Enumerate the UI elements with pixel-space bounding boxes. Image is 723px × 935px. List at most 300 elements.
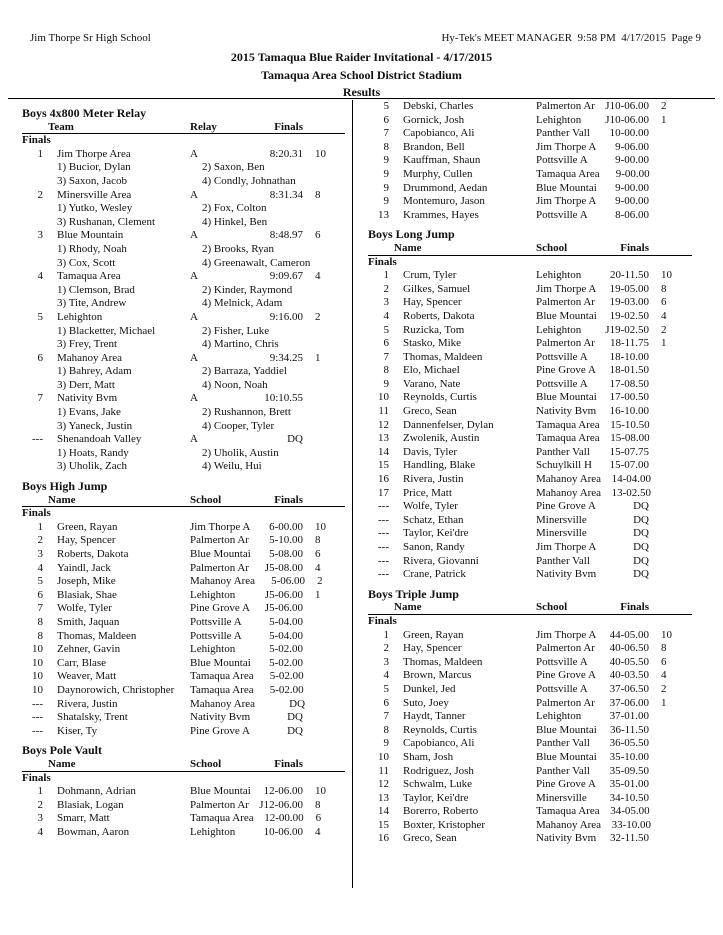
result-school: Mahanoy Area [536, 486, 602, 499]
result-finals: 9:34.25 [269, 351, 303, 364]
result-school: Pine Grove A [190, 602, 250, 615]
result-place: --- [378, 500, 389, 513]
result-row [22, 630, 345, 644]
result-row [22, 826, 345, 840]
result-finals: 9-06.00 [615, 140, 649, 153]
result-name: Minersville Area [57, 188, 132, 201]
result-finals: 8:20.31 [269, 147, 303, 160]
result-school: Blue Mountai [536, 723, 597, 736]
result-name: Joseph, Mike [57, 575, 116, 588]
result-points [651, 473, 696, 487]
result-name: Thomas, Maldeen [403, 350, 483, 363]
result-school: Tamaqua Area [536, 167, 600, 180]
result-finals: 5-04.00 [269, 615, 303, 628]
result-place: 2 [37, 798, 43, 811]
result-row [368, 283, 692, 297]
result-place: 4 [37, 270, 43, 283]
result-name: Zehner, Gavin [57, 643, 121, 656]
result-name: Price, Matt [403, 486, 452, 499]
result-name: Capobianco, Ali [403, 127, 475, 140]
result-row [368, 391, 692, 405]
result-row [368, 114, 692, 128]
result-name: Kauffman, Shaun [403, 154, 481, 167]
result-school: Mahanoy Area [190, 697, 256, 710]
result-place: 14 [378, 445, 389, 458]
result-name: Blue Mountain [57, 229, 124, 242]
result-school: Nativity Bvm [536, 568, 597, 581]
result-points: 1 [315, 351, 321, 364]
result-row [22, 575, 345, 589]
result-finals: 40-06.50 [609, 642, 649, 655]
result-row [368, 195, 692, 209]
result-place: 7 [37, 392, 43, 405]
result-school: Palmerton Ar [536, 337, 595, 350]
relay-leg: 1) Blacketter, Michael [57, 324, 156, 337]
finals-round-label: Finals [22, 771, 51, 784]
result-name: Stasko, Mike [403, 337, 462, 350]
result-school: Panther Vall [536, 445, 590, 458]
result-row [368, 378, 692, 392]
result-school: Lehighton [190, 643, 236, 656]
result-place: 13 [378, 432, 389, 445]
result-row [22, 311, 345, 325]
result-row [368, 419, 692, 433]
result-finals: 9-00.00 [615, 181, 649, 194]
result-place: 3 [37, 548, 43, 560]
relay-leg: 3) Tite, Andrew [57, 297, 127, 310]
result-finals: DQ [633, 541, 649, 553]
result-finals: 5-10.00 [269, 534, 303, 547]
result-finals: 16-10.00 [609, 405, 649, 418]
result-row [22, 562, 345, 576]
result-row [368, 555, 692, 569]
result-points [649, 832, 694, 846]
result-points: 4 [315, 825, 321, 838]
result-place: 5 [383, 100, 389, 112]
header-name: Name [394, 241, 422, 254]
result-finals: DQ [289, 697, 306, 710]
result-points [303, 657, 348, 671]
column-headers [22, 121, 345, 135]
relay-leg: 4) Greenawalt, Cameron [202, 256, 311, 269]
result-points [649, 378, 694, 392]
event-section [22, 480, 345, 738]
result-row [22, 352, 345, 366]
result-finals: 37-06.50 [609, 682, 649, 695]
result-row [22, 602, 345, 616]
result-points: 6 [315, 812, 322, 825]
result-school: Tamaqua Area [536, 432, 600, 445]
relay-leg: 2) Fisher, Luke [202, 324, 270, 337]
result-points [304, 684, 349, 698]
relay-legs-row [22, 284, 345, 298]
result-name: Greco, Sean [403, 832, 457, 845]
result-row [22, 812, 345, 826]
finals-round-label: Finals [22, 134, 51, 147]
result-school: Palmerton Ar [190, 798, 249, 811]
result-row [22, 189, 345, 203]
result-finals: 35-10.00 [609, 750, 649, 763]
result-place: 5 [383, 323, 389, 336]
result-school: Lehighton [536, 323, 582, 336]
result-name: Daynorowich, Christopher [57, 683, 175, 696]
result-finals: 8:31.34 [269, 188, 303, 201]
results-heading: Results [342, 85, 381, 99]
relay-leg: 4) Melnick, Adam [202, 297, 283, 310]
result-name: Kiser, Ty [57, 724, 98, 737]
header-school: Relay [190, 120, 217, 133]
result-finals: DQ [633, 568, 649, 581]
result-place: 8 [383, 723, 389, 736]
result-school: A [190, 351, 198, 364]
result-points [303, 616, 348, 630]
result-points [303, 630, 348, 644]
result-row [368, 737, 692, 751]
result-points [649, 127, 694, 141]
result-row [368, 154, 692, 168]
result-school: Lehighton [190, 588, 236, 601]
result-place: --- [32, 724, 43, 737]
result-row [368, 765, 692, 779]
result-name: Gilkes, Samuel [403, 282, 471, 295]
result-row [368, 141, 692, 155]
result-name: Elo, Michael [403, 364, 460, 377]
relay-leg: 3) Saxon, Jacob [57, 174, 127, 187]
result-finals: DQ [633, 527, 649, 540]
result-row [22, 392, 345, 406]
result-name: Mahanoy Area [57, 351, 123, 364]
result-school: Pottsville A [190, 615, 242, 628]
result-school: Palmerton Ar [536, 642, 595, 655]
result-points: 4 [315, 270, 321, 283]
result-name: Bowman, Aaron [57, 825, 130, 838]
result-finals: 34-10.50 [609, 791, 649, 804]
result-points: 10 [315, 520, 326, 533]
result-row [368, 697, 692, 711]
result-name: Schatz, Ethan [403, 513, 464, 526]
result-finals: J12-06.00 [259, 798, 303, 811]
result-finals: 15-08.00 [610, 432, 650, 445]
result-finals: 5-08.00 [269, 548, 303, 560]
result-place: --- [378, 541, 389, 553]
result-name: Suto, Joey [403, 696, 449, 709]
result-points: 6 [661, 296, 667, 309]
result-name: Yaindl, Jack [57, 561, 111, 574]
result-name: Sham, Josh [403, 750, 454, 763]
results-column-right [368, 100, 692, 846]
result-school: Lehighton [536, 113, 582, 126]
result-points: 8 [661, 282, 667, 295]
result-name: Ruzicka, Tom [403, 323, 465, 336]
result-name: Thomas, Maldeen [403, 655, 483, 668]
result-place: 9 [383, 737, 389, 750]
result-name: Blasiak, Logan [57, 798, 124, 811]
result-place: 15 [378, 459, 389, 472]
result-points: 2 [317, 575, 323, 588]
result-finals: 9:09.67 [269, 270, 303, 283]
result-school: Jim Thorpe A [536, 628, 597, 641]
result-points [650, 419, 695, 433]
result-place: 11 [378, 405, 389, 418]
relay-leg: 2) Uholik, Austin [202, 446, 279, 459]
result-finals: 12-00.00 [264, 812, 304, 825]
result-finals: 36-05.50 [609, 737, 649, 750]
result-points [303, 711, 348, 725]
result-place: 7 [383, 127, 389, 140]
result-school: Blue Mountai [536, 181, 597, 194]
result-name: Lehighton [57, 310, 103, 323]
result-points: 10 [315, 785, 326, 798]
result-finals: 18-11.75 [609, 337, 649, 350]
result-name: Reynolds, Curtis [403, 723, 477, 736]
result-school: Blue Mountai [536, 309, 597, 322]
result-place: 9 [383, 181, 389, 194]
result-name: Dohmann, Adrian [57, 785, 136, 798]
result-school: Pine Grove A [190, 724, 250, 737]
result-finals: DQ [633, 513, 649, 526]
result-name: Brandon, Bell [403, 140, 465, 153]
header-finals: Finals [620, 241, 649, 254]
result-place: 10 [378, 391, 389, 404]
result-school: Pottsville A [536, 154, 588, 167]
event-title: Boys Triple Jump [368, 586, 459, 601]
result-points: 10 [661, 628, 672, 641]
result-points: 1 [661, 337, 667, 350]
relay-legs-row [22, 257, 345, 271]
result-finals: DQ [287, 724, 303, 737]
result-name: Sanon, Randy [403, 541, 465, 553]
result-points [649, 568, 694, 582]
relay-leg: 4) Hinkel, Ben [202, 215, 268, 228]
header-name: Team [48, 120, 74, 133]
result-points: 10 [315, 147, 326, 160]
result-school: Jim Thorpe A [536, 140, 597, 153]
result-row [368, 432, 692, 446]
relay-leg: 1) Rhody, Noah [57, 242, 127, 255]
result-school: Minersville [536, 791, 587, 804]
result-finals: 5-02.00 [269, 683, 304, 696]
result-school: Tamaqua Area [536, 805, 600, 818]
relay-leg: 1) Hoats, Randy [57, 446, 129, 459]
result-points: 6 [315, 229, 321, 242]
result-place: 14 [378, 805, 389, 818]
result-name: Shenandoah Valley [57, 433, 142, 446]
result-row [368, 364, 692, 378]
result-row [22, 616, 345, 630]
result-place: 3 [383, 296, 389, 309]
result-name: Smarr, Matt [57, 812, 110, 825]
result-row [368, 656, 692, 670]
result-name: Rivera, Giovanni [403, 554, 479, 567]
result-finals: 13-02.50 [611, 486, 652, 499]
result-finals: 44-05.00 [609, 628, 649, 641]
result-row [22, 670, 345, 684]
result-points [649, 405, 694, 419]
result-place: 3 [37, 229, 43, 242]
result-name: Dannenfelser, Dylan [403, 418, 494, 431]
result-finals: 20-11.50 [609, 269, 649, 282]
result-place: 1 [383, 628, 389, 641]
result-school: Jim Thorpe A [190, 520, 251, 533]
result-row [22, 711, 345, 725]
result-finals: 9-00.00 [615, 195, 649, 208]
result-points: 6 [661, 655, 667, 668]
relay-legs-row [22, 243, 345, 257]
relay-leg: 3) Frey, Trent [57, 338, 118, 351]
result-row [368, 446, 692, 460]
result-school: Pottsville A [536, 682, 588, 695]
result-finals: 10-06.00 [263, 825, 303, 838]
result-school: Blue Mountai [190, 656, 251, 669]
result-place: 17 [378, 486, 389, 499]
finals-round-label: Finals [22, 507, 51, 520]
header-finals: Finals [274, 493, 303, 506]
result-school: Tamaqua Area [190, 812, 254, 825]
header-school: School [536, 601, 568, 614]
result-school: Panther Vall [536, 737, 590, 750]
result-finals: 10:10.55 [264, 392, 303, 405]
header-finals: Finals [274, 757, 303, 770]
result-finals: J19-02.50 [605, 323, 649, 336]
result-school: Panther Vall [536, 554, 590, 567]
result-points [649, 751, 694, 765]
result-name: Wolfe, Tyler [403, 500, 458, 513]
relay-leg: 2) Brooks, Ryan [202, 242, 274, 255]
result-finals: 5-02.00 [269, 656, 303, 669]
result-place: 12 [378, 418, 389, 431]
result-row [368, 541, 692, 555]
result-points: 4 [661, 669, 667, 682]
result-finals: 19-02.50 [609, 309, 649, 322]
result-place: 10 [32, 683, 43, 696]
result-finals: J10-06.00 [605, 113, 649, 126]
result-school: Palmerton Ar [190, 534, 249, 547]
relay-legs-row [22, 420, 345, 434]
meet-venue: Tamaqua Area School District Stadium [261, 68, 462, 82]
result-name: Jim Thorpe Area [57, 147, 131, 160]
result-school: Lehighton [536, 269, 582, 282]
relay-legs-row [22, 379, 345, 393]
result-school: Blue Mountai [536, 391, 597, 404]
result-place: 6 [37, 351, 43, 364]
result-name: Handling, Blake [403, 459, 476, 472]
relay-leg: 2) Saxon, Ben [202, 161, 265, 174]
relay-legs-row [22, 161, 345, 175]
result-place: 15 [378, 818, 389, 831]
header-name: Name [394, 601, 422, 614]
result-name: Murphy, Cullen [403, 167, 473, 180]
result-points [649, 154, 694, 168]
result-points: 6 [315, 548, 321, 560]
header-rule [8, 98, 715, 99]
result-finals: 9:16.00 [269, 310, 303, 323]
result-finals: 15-10.50 [610, 418, 650, 431]
header-school: School [190, 493, 222, 506]
result-row [22, 643, 345, 657]
result-name: Varano, Nate [403, 377, 461, 390]
result-finals: 32-11.50 [609, 832, 649, 845]
result-name: Nativity Bvm [57, 392, 118, 405]
result-name: Drummond, Aedan [403, 181, 488, 194]
result-place: 2 [37, 534, 43, 547]
result-place: 4 [37, 561, 43, 574]
result-school: Lehighton [190, 825, 236, 838]
result-row [368, 487, 692, 501]
result-finals: DQ [287, 433, 303, 446]
result-points: 1 [661, 696, 667, 709]
result-points [649, 765, 694, 779]
result-place: 1 [37, 785, 43, 798]
result-place: --- [378, 554, 389, 567]
result-points [303, 643, 348, 657]
result-name: Zwolenik, Austin [403, 432, 480, 445]
result-place: 10 [32, 656, 43, 669]
relay-leg: 3) Derr, Matt [57, 378, 115, 391]
relay-leg: 1) Clemson, Brad [57, 283, 135, 296]
relay-legs-row [22, 460, 345, 474]
result-name: Carr, Blase [57, 656, 107, 669]
result-name: Krammes, Hayes [403, 208, 479, 221]
result-points: 8 [315, 188, 321, 201]
result-name: Davis, Tyler [403, 445, 458, 458]
column-headers [368, 601, 692, 615]
relay-legs-row [22, 297, 345, 311]
result-finals: 18-10.00 [609, 350, 649, 363]
relay-leg: 4) Noon, Noah [202, 378, 268, 391]
result-name: Roberts, Dakota [57, 548, 129, 560]
result-place: 9 [383, 154, 389, 167]
result-row [368, 527, 692, 541]
result-place: 10 [378, 750, 389, 763]
result-row [22, 698, 345, 712]
result-name: Smith, Jaquan [57, 615, 120, 628]
result-row [22, 229, 345, 243]
result-points [651, 487, 696, 501]
event-section [22, 107, 345, 474]
result-points: 1 [661, 113, 667, 126]
event-title: Boys Long Jump [368, 227, 455, 242]
result-name: Rivera, Justin [403, 473, 464, 486]
relay-leg: 2) Fox, Colton [202, 202, 267, 215]
result-place: 6 [37, 588, 43, 601]
result-points [649, 555, 694, 569]
result-finals: 8:48.97 [269, 229, 303, 242]
result-row [368, 351, 692, 365]
result-row [368, 500, 692, 514]
relay-leg: 4) Martino, Chris [202, 338, 279, 351]
result-school: Mahanoy Area [190, 575, 256, 588]
result-row [368, 629, 692, 643]
result-name: Brown, Marcus [403, 669, 472, 682]
result-finals: 5-02.00 [269, 670, 304, 683]
relay-leg: 3) Yaneck, Justin [57, 419, 133, 432]
finals-round-label: Finals [368, 255, 397, 268]
result-row [368, 724, 692, 738]
result-finals: 37-06.00 [609, 696, 649, 709]
result-row [22, 433, 345, 447]
result-row [368, 324, 692, 338]
result-school: A [190, 392, 198, 405]
meet-manager-meta: Hy-Tek's MEET MANAGER 9:58 PM 4/17/2015 Page 9 [441, 32, 701, 44]
result-school: A [190, 229, 198, 242]
result-row [22, 799, 345, 813]
result-place: 7 [383, 710, 389, 723]
result-points: 8 [315, 534, 321, 547]
result-points [303, 725, 348, 739]
result-school: Palmerton Ar [536, 696, 595, 709]
result-points: 2 [661, 100, 667, 112]
result-points [649, 527, 694, 541]
